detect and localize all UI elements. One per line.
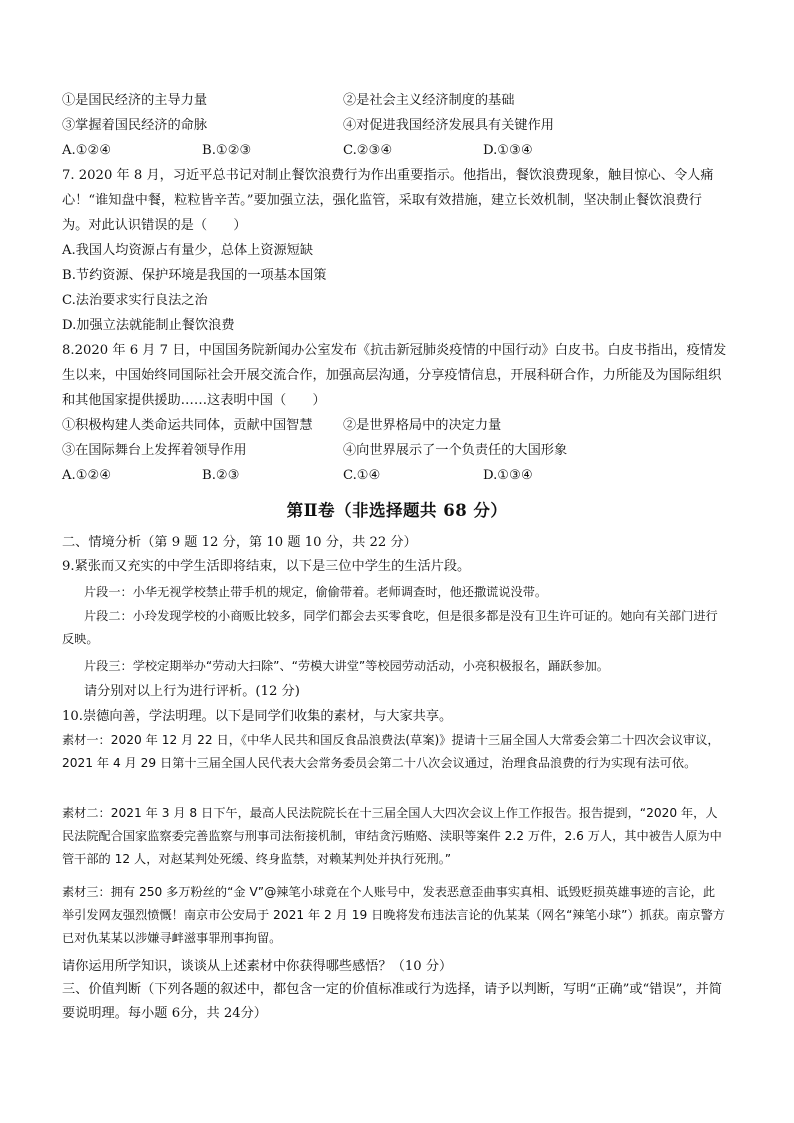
part-two-title: 第Ⅱ卷（非选择题共 68 分） — [286, 501, 508, 520]
q8-option-2: ②是世界格局中的决定力量 — [343, 418, 502, 433]
q8-choice-a: A.①②④ — [62, 468, 112, 483]
q6-choice-b: B.①②③ — [202, 143, 252, 158]
q9-fragment-3: 片段三：学校定期举办“劳动大扫除”、“劳模大讲堂”等校园劳动活动，小亮积极报名，踊跃参加。 — [84, 659, 609, 673]
q9-fragment-1: 片段一：小华无视学校禁止带手机的规定，偷偷带着。老师调查时，他还撒谎说没带。 — [84, 585, 548, 599]
q6-choice-a: A.①②④ — [62, 143, 112, 158]
q6-option-4: ④对促进我国经济发展具有关键作用 — [343, 118, 554, 133]
q8-choice-c: C.①④ — [343, 468, 381, 483]
q6-option-2: ②是社会主义经济制度的基础 — [343, 93, 515, 108]
q9-ask: 请分别对以上行为进行评析。(12 分) — [84, 684, 300, 699]
section-three-heading: 三、价值判断（下列各题的叙述中，都包含一定的价值标准或行为选择，请予以判断，写明“正确”或“错误”，并简要说明理。每小题 6分，共 24分） — [62, 982, 722, 1021]
q8-option-1: ①积极构建人类命运共同体，贡献中国智慧 — [62, 418, 313, 433]
section-two-heading: 二、情境分析（第 9 题 12 分，第 10 题 10 分，共 22 分） — [62, 535, 417, 550]
q10-material-3: 素材三：拥有 250 多万粉丝的“金 V”@辣笔小球竟在个人账号中，发表恶意歪曲事实真相、诋毁贬损英雄事迹的言论，此举引发网友强烈愤慨！南京市公安局于 2021 年 2 月 19 日晚将发布违法言论的仇某某（网名“辣笔小球”）抓获。南京警方已对仇某某以涉嫌寻衅滋事罪刑事拘留。 — [62, 885, 725, 945]
q7-option-a: A.我国人均资源占有量少，总体上资源短缺 — [62, 243, 314, 258]
q10-ask: 请你运用所学知识，谈谈从上述素材中你获得哪些感悟？（10 分） — [62, 959, 453, 974]
q8-option-4: ④向世界展示了一个负责任的大国形象 — [343, 443, 568, 458]
q6-option-1: ①是国民经济的主导力量 — [62, 93, 208, 108]
q10-material-1: 素材一：2020 年 12 月 22 日，《中华人民共和国反食品浪费法(草案)》提请十三届全国人大常委会第二十四次会议审议，2021 年 4 月 29 日第十三届全国人民代表大会常务委员会第二十八次会议通过，治理食品浪费的行为实现有法可依。 — [62, 733, 720, 770]
q6-option-3: ③掌握着国民经济的命脉 — [62, 118, 208, 133]
q8-stem: 8.2020 年 6 月 7 日，中国国务院新闻办公室发布《抗击新冠肺炎疫情的中国行动》白皮书。白皮书指出，疫情发生以来，中国始终同国际社会开展交流合作，加强高层沟通，分享疫情信息，开展科研合作，力所能及为国际组织和其他国家提供援助……这表明中国（ ） — [62, 343, 727, 408]
q6-choice-d: D.①③④ — [483, 143, 533, 158]
q9-stem: 9.紧张而又充实的中学生活即将结束，以下是三位中学生的生活片段。 — [62, 559, 471, 574]
q7-option-b: B.节约资源、保护环境是我国的一项基本国策 — [62, 268, 327, 283]
q7-stem: 7. 2020 年 8 月，习近平总书记对制止餐饮浪费行为作出重要指示。他指出，餐饮浪费现象，触目惊心、令人痛心！“谁知盘中餐，粒粒皆辛苦。”要加强立法，强化监管，采取有效措施，建立长效机制，坚决制止餐饮浪费行为。对此认识错误的是（ ） — [62, 168, 714, 233]
q6-choice-c: C.②③④ — [343, 143, 393, 158]
q8-choice-d: D.①③④ — [483, 468, 533, 483]
q10-stem: 10.崇德向善，学法明理。以下是同学们收集的素材，与大家共享。 — [62, 709, 453, 724]
q7-option-d: D.加强立法就能制止餐饮浪费 — [62, 318, 235, 333]
q8-choice-b: B.②③ — [202, 468, 240, 483]
q10-material-2: 素材二：2021 年 3 月 8 日下午，最高人民法院院长在十三届全国人大四次会议上作工作报告。报告提到，“2020 年，人民法院配合国家监察委完善监察与刑事司法衔接机制，审结贪污贿赂、渎职等案件 2.2 万件，2.6 万人，其中被告人原为中管干部的 12 人，对赵某判处死缓、终身监禁，对赖某判处并执行死刑。” — [62, 806, 722, 866]
q9-fragment-2: 片段二：小玲发现学校的小商贩比较多，同学们都会去买零食吃，但是很多都是没有卫生许可证的。她向有关部门进行反映。 — [62, 609, 718, 646]
q7-option-c: C.法治要求实行良法之治 — [62, 293, 208, 308]
q8-option-3: ③在国际舞台上发挥着领导作用 — [62, 443, 247, 458]
